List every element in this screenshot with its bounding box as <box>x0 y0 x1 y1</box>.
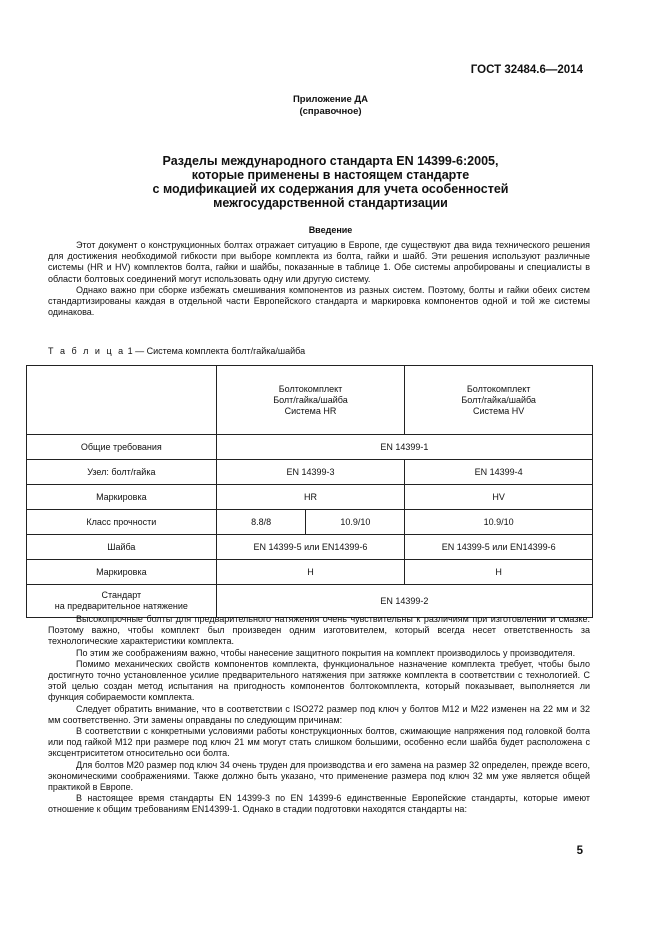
table-row <box>27 535 593 560</box>
cell-hv: EN 14399-4 <box>405 460 593 485</box>
title-line-4: межгосударственной стандартизации <box>213 196 448 210</box>
paragraph: Помимо механических свойств компонентов комплекта, функциональное назначение комплекта требует, чтобы было достигнуто точно установленное усилие предварительного натяжения при затяжке комплекта в соответствии с технологией. С этой целью создан метод испытания на пригодность компонентов болтокомплекта, который показывает, выполняется ли функция собираемости комплекта. <box>48 658 590 703</box>
paragraph: В соответствии с конкретными условиями работы конструкционных болтов, сжимающие напряжения под головкой болта или под гайкой М12 при размере под ключ 21 мм могут стать слишком большими, особенно если шайба будет расположена с эксцентриситетом относительно оси болта. <box>48 726 590 759</box>
row-label: Узел: болт/гайка <box>27 460 217 485</box>
cell-hv: HV <box>405 485 593 510</box>
appendix-type: (справочное) <box>299 106 362 117</box>
header-hr-line: Болт/гайка/шайба <box>273 394 348 405</box>
table-corner-cell <box>27 366 217 435</box>
header-hr-line: Система HR <box>284 405 337 416</box>
cell-hv: 10.9/10 <box>405 510 593 535</box>
row-label: Общие требования <box>27 435 217 460</box>
header-hv-line: Болт/гайка/шайба <box>461 394 536 405</box>
table-row <box>27 510 593 535</box>
document-code: ГОСТ 32484.6—2014 <box>470 64 583 76</box>
row-label-line: Стандарт <box>101 590 142 600</box>
row-label <box>27 585 217 618</box>
paragraph: Для болтов М20 размер под ключ 34 очень труден для производства и его замена на размер 32 определен, прежде всего, экономическими соображениями. Также должно быть указано, что применение размера под ключ 32 мм уже является общей практикой в Европе. <box>48 759 590 793</box>
cell-hr-a: 8.8/8 <box>216 510 306 535</box>
bolt-system-table <box>26 365 593 618</box>
cell-hr: HR <box>216 485 405 510</box>
table-row <box>27 485 593 510</box>
cell-standard: EN 14399-2 <box>216 585 592 618</box>
title-line-2: которые применены в настоящем стандарте <box>191 168 470 182</box>
header-hr-line: Болтокомплект <box>278 383 343 394</box>
paragraph: В настоящее время стандарты EN 14399-3 по EN 14399-6 единственные Европейские стандарты, которые имеют отношение к общим требованиям EN14399-1. Однако в стадии подготовки находятся стандарты на: <box>48 793 590 815</box>
row-label: Класс прочности <box>27 510 217 535</box>
appendix-heading <box>0 94 661 118</box>
cell-hr-b: 10.9/10 <box>306 510 405 535</box>
title-line-1: Разделы международного стандарта EN 14399-6:2005, <box>162 154 499 168</box>
cell-hv: H <box>405 560 593 585</box>
row-label-line: на предварительное натяжение <box>54 601 188 611</box>
intro-heading: Введение <box>308 225 353 235</box>
table-header-row <box>27 366 593 435</box>
header-cell-hr <box>216 366 405 435</box>
cell-hr: H <box>216 560 405 585</box>
body-text <box>48 614 590 816</box>
paragraph: По этим же соображениям важно, чтобы нанесение защитного покрытия на комплект производилось у производителя. <box>76 647 576 658</box>
header-hv-line: Система HV <box>473 405 525 416</box>
table-row <box>27 560 593 585</box>
paragraph: Высокопрочные болты для предварительного натяжения очень чувствительны к различиям при изготовлении и смазке. Поэтому важно, чтобы комплект был произведен одним изготовителем, который всегда несет ответственность за технологические характеристики комплекта. <box>48 614 590 647</box>
appendix-title <box>60 154 601 210</box>
table-row <box>27 460 593 485</box>
table-caption <box>48 346 305 356</box>
page-number: 5 <box>576 845 583 857</box>
cell-hv: EN 14399-5 или EN14399-6 <box>405 535 593 560</box>
cell-hr: EN 14399-5 или EN14399-6 <box>216 535 405 560</box>
appendix-label: Приложение ДА <box>292 94 369 105</box>
paragraph: Этот документ о конструкционных болтах отражает ситуацию в Европе, где существуют два вида технического решения для достижения необходимой гибкости при выборе комплекта из болта, гайки и шайб. Эти решения используют различные системы (HR и HV) комплектов болта, гайки и шайбы, показанные в таблице 1. Обе системы апробированы и специалисты в области болтовых соединений могут использовать одну или другую систему. <box>48 240 590 284</box>
header-hv-line: Болтокомплект <box>466 383 531 394</box>
table-row <box>27 435 593 460</box>
cell-hr: EN 14399-3 <box>216 460 405 485</box>
table-caption-prefix: Т а б л и ц а <box>48 346 126 356</box>
table-row <box>27 585 593 618</box>
intro-text <box>48 240 590 318</box>
header-cell-hv <box>405 366 593 435</box>
row-label: Шайба <box>27 535 217 560</box>
paragraph: Однако важно при сборке избежать смешивания компонентов из разных систем. Поэтому, болты и гайки обеих систем стандартизированы каждая в отдельной части Европейского стандарта и маркировка компонентов одной и той же системы одинакова. <box>48 284 590 318</box>
title-line-3: с модификацией их содержания для учета особенностей <box>152 182 509 196</box>
paragraph: Следует обратить внимание, что в соответствии с ISO272 размер под ключ у болтов М12 и М22 изменен на 22 мм и 32 мм соответственно. Эти замены оправданы по следующим причинам: <box>48 703 590 725</box>
table-caption-text: 1 — Система комплекта болт/гайка/шайба <box>125 346 306 356</box>
cell-general: EN 14399-1 <box>216 435 592 460</box>
row-label: Маркировка <box>27 485 217 510</box>
row-label: Маркировка <box>27 560 217 585</box>
